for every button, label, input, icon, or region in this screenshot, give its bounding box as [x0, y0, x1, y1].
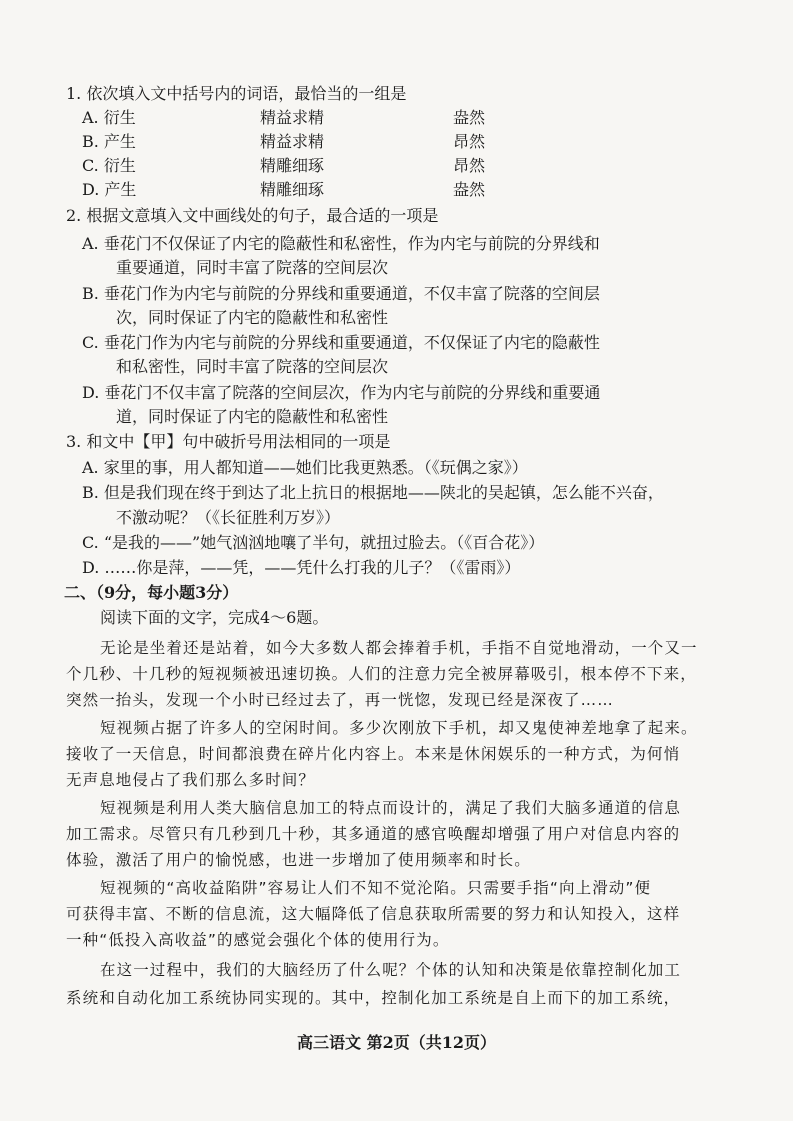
- page-footer: 高三语文 第2页（共12页）: [297, 1033, 496, 1052]
- passage-line: 接收了一天信息，时间都浪费在碎片化内容上。本来是休闲娱乐的一种方式，为何悄: [66, 745, 681, 763]
- q2-option-a-line2: 重要通道，同时丰富了院落的空间层次: [116, 258, 389, 277]
- passage-line: 加工需求。尽管只有几秒到几十秒，其多通道的感官唤醒却增强了用户对信息内容的: [66, 825, 681, 843]
- q1-option-d-word2: 精雕细琢: [260, 180, 325, 199]
- question-1-stem: 1. 依次填入文中括号内的词语，最恰当的一组是: [66, 84, 407, 103]
- passage-line: 体验，激活了用户的愉悦感，也进一步增加了使用频率和时长。: [66, 851, 531, 869]
- passage-line: 短视频的“高收益陷阱”容易让人们不知不觉沦陷。只需要手指“向上滑动”便: [100, 879, 652, 897]
- q2-option-b-line2: 次，同时保证了内宅的隐蔽性和私密性: [116, 308, 389, 327]
- q2-option-b-line1: B. 垂花门作为内宅与前院的分界线和重要通道，不仅丰富了院落的空间层: [82, 284, 600, 303]
- passage-line: 在这一过程中，我们的大脑经历了什么呢？个体的认知和决策是依靠控制化加工: [100, 961, 682, 979]
- q2-option-a-line1: A. 垂花门不仅保证了内宅的隐蔽性和私密性，作为内宅与前院的分界线和: [82, 234, 600, 253]
- question-2-stem: 2. 根据文意填入文中画线处的句子，最合适的一项是: [66, 206, 439, 225]
- q1-option-c-word2: 精雕细琢: [260, 156, 325, 175]
- q1-option-b-label: B. 产生: [82, 132, 136, 151]
- q3-option-b-line2: 不激动呢？（《长征胜利万岁》）: [116, 508, 341, 527]
- q3-option-b-line1: B. 但是我们现在终于到达了北上抗日的根据地——陕北的吴起镇，怎么能不兴奋，: [82, 483, 664, 502]
- q1-option-b-word3: 昂然: [453, 132, 486, 151]
- passage-line: 短视频占据了许多人的空闲时间。多少次刚放下手机，却又鬼使神差地拿了起来。: [100, 719, 698, 737]
- passage-line: 一种“低投入高收益”的感觉会强化个体的使用行为。: [66, 931, 450, 949]
- passage-line: 短视频是利用人类大脑信息加工的特点而设计的，满足了我们大脑多通道的信息: [100, 799, 682, 817]
- q1-option-c-label: C. 衍生: [82, 156, 136, 175]
- q1-option-a-label: A. 衍生: [82, 108, 136, 127]
- section-2-instruction: 阅读下面的文字，完成4～6题。: [100, 608, 329, 627]
- passage-line: 突然一抬头，发现一个小时已经过去了，再一恍惚，发现已经是深夜了……: [66, 691, 614, 709]
- q2-option-d-line1: D. 垂花门不仅丰富了院落的空间层次，作为内宅与前院的分界线和重要通: [82, 383, 601, 402]
- q3-option-d: D. ……你是萍，——凭，——凭什么打我的儿子？（《雷雨》）: [82, 558, 521, 577]
- passage-line: 无声息地侵占了我们那么多时间？: [66, 771, 316, 789]
- q2-option-c-line1: C. 垂花门作为内宅与前院的分界线和重要通道，不仅保证了内宅的隐蔽性: [82, 333, 600, 352]
- q1-option-a-word3: 盎然: [453, 108, 486, 127]
- q1-option-b-word2: 精益求精: [260, 132, 325, 151]
- q2-option-c-line2: 和私密性，同时丰富了院落的空间层次: [116, 357, 389, 376]
- q3-option-a: A. 家里的事，用人都知道——她们比我更熟悉。（《玩偶之家》）: [82, 458, 528, 477]
- passage-line: 系统和自动化加工系统协同实现的。其中，控制化加工系统是自上而下的加工系统，: [66, 989, 681, 1007]
- passage-line: 可获得丰富、不断的信息流，这大幅降低了信息获取所需要的努力和认知投入，这样: [66, 905, 681, 923]
- passage-line: 个几秒、十几秒的短视频被迅速切换。人们的注意力完全被屏幕吸引，根本停不下来，: [66, 665, 697, 683]
- q1-option-d-label: D. 产生: [82, 180, 137, 199]
- q2-option-d-line2: 道，同时保证了内宅的隐蔽性和私密性: [116, 407, 389, 426]
- q1-option-d-word3: 盎然: [453, 180, 486, 199]
- q3-option-c: C. “是我的——”她气汹汹地嚷了半句，就扭过脸去。（《百合花》）: [82, 533, 545, 552]
- passage-line: 无论是坐着还是站着，如今大多数人都会捧着手机，手指不自觉地滑动，一个又一: [100, 639, 698, 657]
- question-3-stem: 3. 和文中【甲】句中破折号用法相同的一项是: [66, 432, 391, 451]
- q1-option-c-word3: 昂然: [453, 156, 486, 175]
- q1-option-a-word2: 精益求精: [260, 108, 325, 127]
- section-2-heading: 二、（9分，每小题3分）: [64, 583, 239, 602]
